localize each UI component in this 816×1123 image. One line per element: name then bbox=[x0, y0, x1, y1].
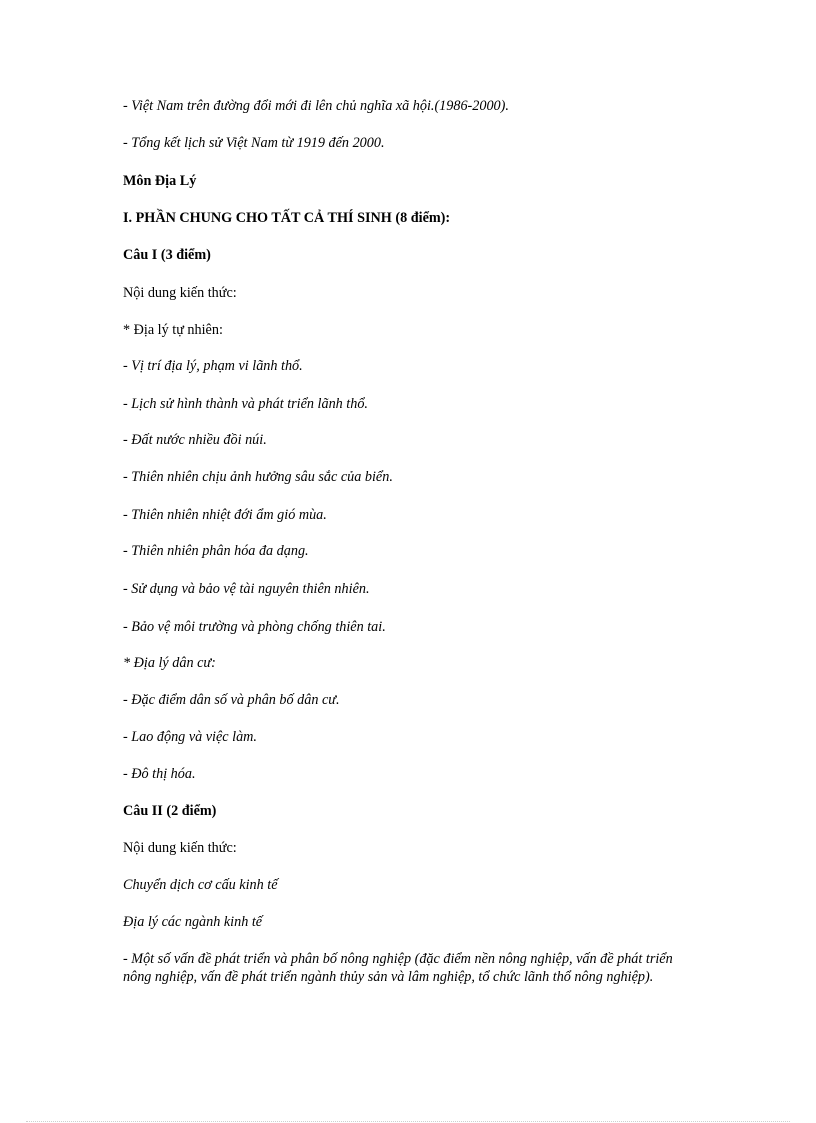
question-2-heading: Câu II (2 điểm) bbox=[123, 803, 217, 819]
list-item: - Đất nước nhiều đồi núi. bbox=[123, 432, 267, 448]
part-heading-common: I. PHẦN CHUNG CHO TẤT CẢ THÍ SINH (8 điểm): bbox=[123, 210, 451, 226]
list-item: - Thiên nhiên chịu ảnh hưởng sâu sắc của biển. bbox=[123, 469, 393, 485]
history-item-doi-moi: - Việt Nam trên đường đổi mới đi lên chủ nghĩa xã hội.(1986-2000). bbox=[123, 98, 509, 114]
list-item: - Đô thị hóa. bbox=[123, 766, 196, 782]
question-1-heading: Câu I (3 điểm) bbox=[123, 247, 211, 263]
topic-economic-sectors: Địa lý các ngành kinh tế bbox=[123, 914, 263, 930]
list-item: - Lịch sử hình thành và phát triển lãnh thổ. bbox=[123, 396, 368, 412]
list-item: - Vị trí địa lý, phạm vi lãnh thổ. bbox=[123, 358, 303, 374]
agriculture-paragraph: - Một số vấn đề phát triển và phân bố nông nghiệp (đặc điểm nền nông nghiệp, vấn đề phát triển nông nghiệp, vấn đề phát triển ngành thủy sản và lâm nghiệp, tổ chức lãnh thổ nông nghiệp). bbox=[123, 951, 673, 985]
topic-population-geography: * Địa lý dân cư: bbox=[123, 655, 216, 671]
history-item-summary: - Tổng kết lịch sử Việt Nam từ 1919 đến 2000. bbox=[123, 135, 385, 151]
list-item: - Thiên nhiên nhiệt đới ẩm gió mùa. bbox=[123, 507, 327, 523]
content-label-q2: Nội dung kiến thức: bbox=[123, 840, 237, 856]
content-label-q1: Nội dung kiến thức: bbox=[123, 285, 237, 301]
list-item: - Sử dụng và bảo vệ tài nguyên thiên nhiên. bbox=[123, 581, 370, 597]
subject-heading-geography: Môn Địa Lý bbox=[123, 173, 197, 189]
topic-economic-restructuring: Chuyển dịch cơ cấu kinh tế bbox=[123, 877, 278, 893]
list-item: - Thiên nhiên phân hóa đa dạng. bbox=[123, 543, 309, 559]
list-item: - Lao động và việc làm. bbox=[123, 729, 257, 745]
topic-natural-geography: * Địa lý tự nhiên: bbox=[123, 322, 223, 338]
list-item: - Đặc điểm dân số và phân bố dân cư. bbox=[123, 692, 340, 708]
page-bottom-divider bbox=[26, 1121, 790, 1122]
list-item: - Bảo vệ môi trường và phòng chống thiên tai. bbox=[123, 619, 386, 635]
